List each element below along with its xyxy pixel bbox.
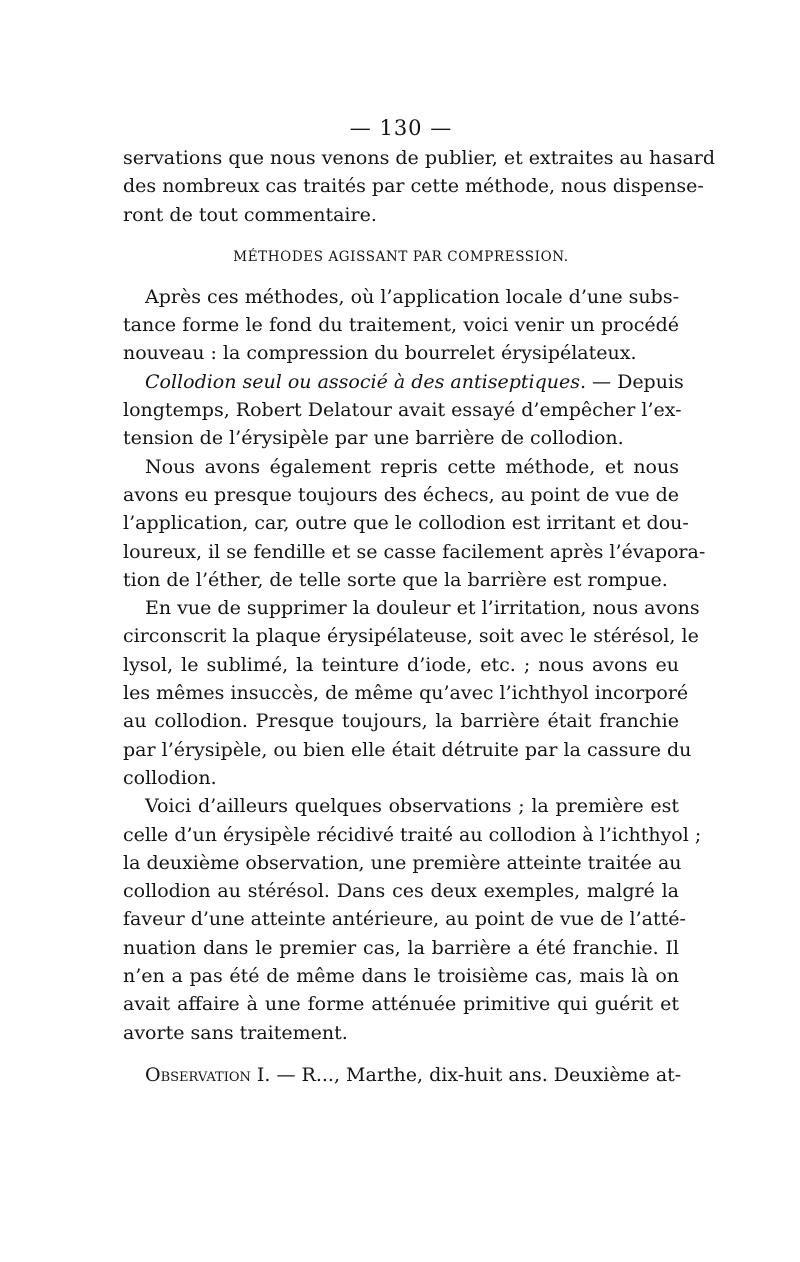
book-page xyxy=(123,112,716,1089)
text-line: avons eu presque toujours des échecs, au point de vue de xyxy=(123,483,680,506)
text-fragment: — R..., Marthe, dix-huit ans. Deuxième at- xyxy=(270,1063,682,1086)
intro-paragraph xyxy=(123,144,716,229)
text-line: servations que nous venons de publier, et extraites au hasard xyxy=(123,147,716,169)
subsection-title: Collodion seul ou associé à des antiseptiques. xyxy=(145,370,586,393)
text-fragment: — Depuis xyxy=(586,370,684,393)
text-line xyxy=(123,1061,682,1089)
page-number: — 130 — xyxy=(349,116,453,140)
observation-heading xyxy=(123,1061,682,1089)
text-line: collodion. xyxy=(123,766,217,789)
text-line: n’en a pas été de même dans le troisième cas, mais là on xyxy=(123,965,679,988)
text-line: Voici d’ailleurs quelques observations ; la première est xyxy=(145,795,679,818)
text-line: Nous avons également repris cette méthode, et nous xyxy=(145,455,679,478)
text-line: collodion au stérésol. Dans ces deux exemples, malgré la xyxy=(123,880,679,903)
text-line: ront de tout commentaire. xyxy=(123,203,377,226)
text-line: nuation dans le premier cas, la barrière a été franchie. Il xyxy=(123,936,679,959)
text-line: circonscrit la plaque érysipélateuse, soit avec le stérésol, le xyxy=(123,625,699,648)
text-line: au collodion. Presque toujours, la barrière était franchie xyxy=(123,710,679,733)
text-line: longtemps, Robert Delatour avait essayé d’empêcher l’ex- xyxy=(123,399,682,422)
paragraph-observations xyxy=(123,792,702,1047)
paragraph-failures xyxy=(123,453,706,594)
paragraph-compression-intro xyxy=(123,283,679,368)
text-line: lysol, le sublimé, la teinture d’iode, etc. ; nous avons eu xyxy=(123,653,679,676)
paragraph-irritation xyxy=(123,594,700,792)
text-line: la deuxième observation, une première atteinte traitée au xyxy=(123,851,682,874)
text-line: des nombreux cas traités par cette méthode, nous dispense- xyxy=(123,175,704,198)
text-line: l’application, car, outre que le collodion est irritant et dou- xyxy=(123,512,689,535)
observation-label: Observation I. xyxy=(145,1063,271,1086)
text-line: tance forme le fond du traitement, voici venir un procédé xyxy=(123,314,679,337)
text-line: avorte sans traitement. xyxy=(123,1021,348,1044)
text-line: par l’érysipèle, ou bien elle était détruite par la cassure du xyxy=(123,738,692,761)
text-line xyxy=(123,368,684,396)
text-line: tension de l’érysipèle par une barrière de collodion. xyxy=(123,427,624,450)
text-line: En vue de supprimer la douleur et l’irritation, nous avons xyxy=(145,597,700,620)
text-line: celle d’un érysipèle récidivé traité au collodion à l’ichthyol ; xyxy=(123,823,702,846)
paragraph-collodion xyxy=(123,368,684,453)
text-line: Après ces méthodes, où l’application locale d’une subs- xyxy=(145,285,679,308)
text-line: les mêmes insuccès, de même qu’avec l’ichthyol incorporé xyxy=(123,682,689,705)
text-line: avait affaire à une forme atténuée primitive qui guérit et xyxy=(123,993,679,1016)
text-line: nouveau : la compression du bourrelet érysipélateux. xyxy=(123,342,637,365)
text-line: loureux, il se fendille et se casse facilement après l’évapora- xyxy=(123,540,706,563)
section-heading: MÉTHODES AGISSANT PAR COMPRESSION. xyxy=(233,248,569,265)
text-line: faveur d’une atteinte antérieure, au point de vue de l’atté- xyxy=(123,908,686,931)
text-line: tion de l’éther, de telle sorte que la barrière est rompue. xyxy=(123,568,668,591)
